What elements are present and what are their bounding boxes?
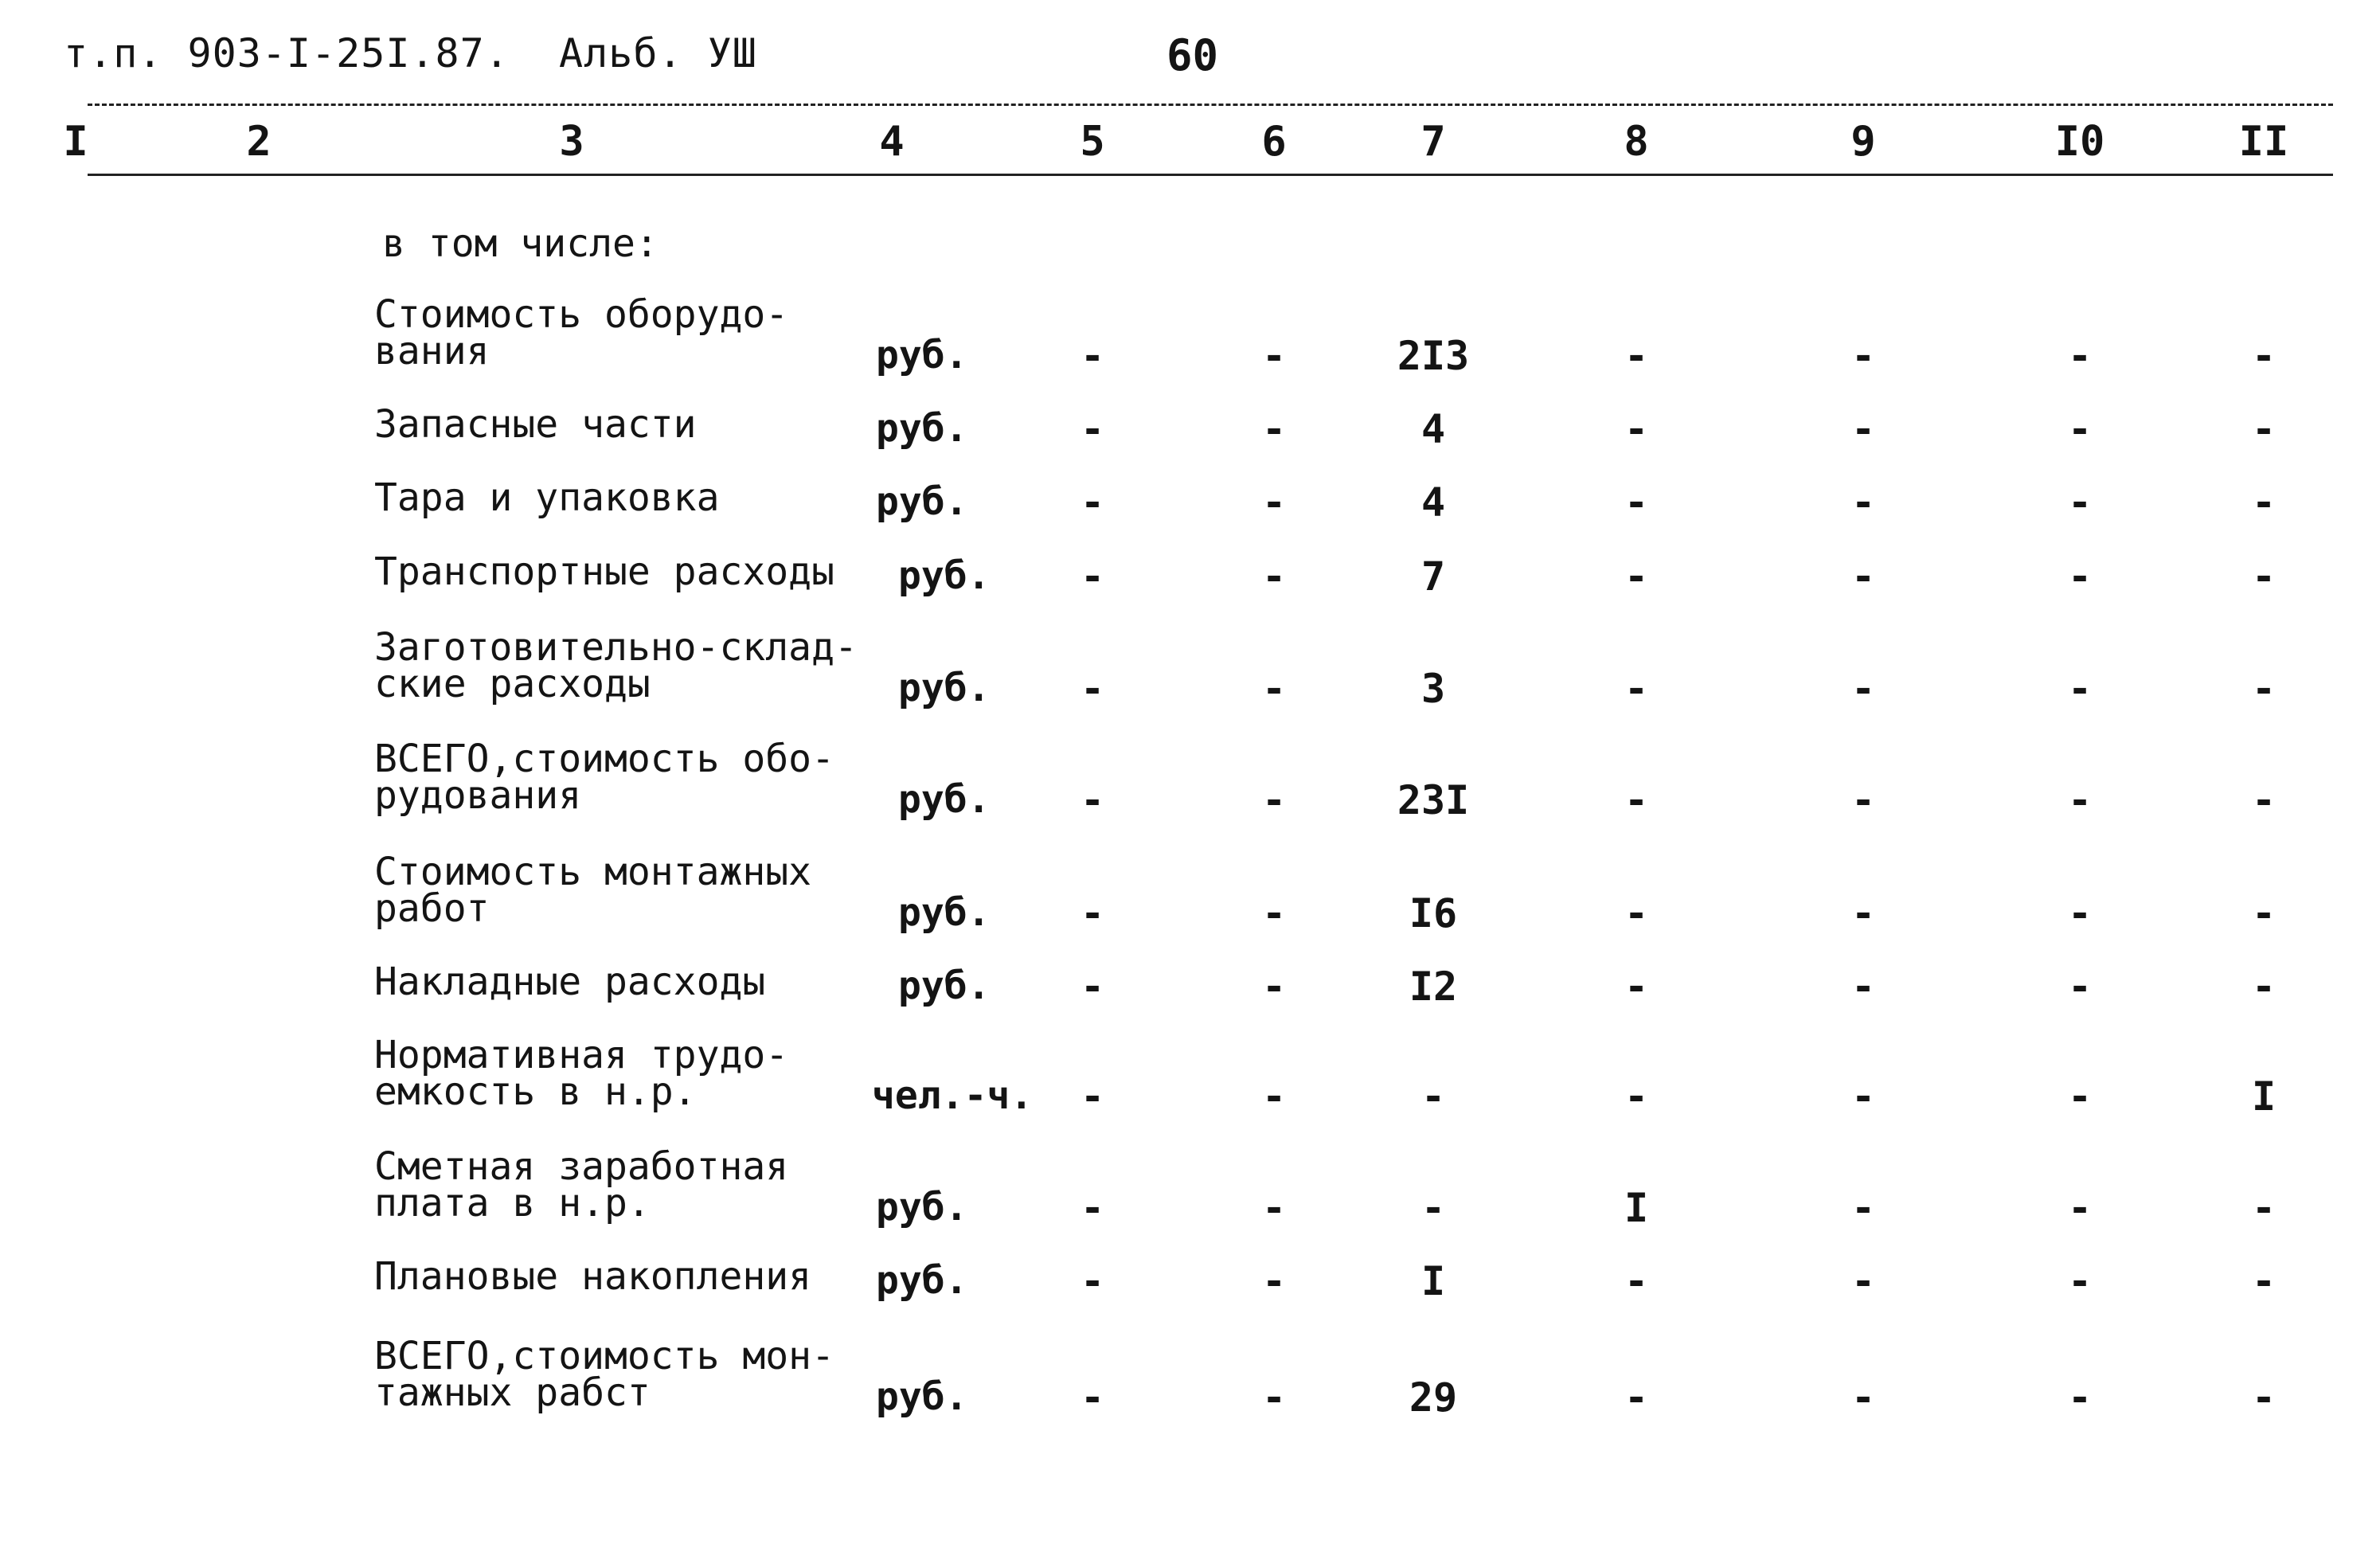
column-number-5: 5 [1080,118,1105,166]
cell-col-10: - [2067,1258,2093,1304]
row-unit: руб. [876,479,968,524]
column-number-8: 8 [1624,118,1649,166]
cell-col-9: - [1850,333,1876,379]
row-unit: руб. [876,1258,968,1303]
cell-col-11: - [2251,777,2276,823]
cell-col-10: - [2067,333,2093,379]
cell-col-8: - [1624,964,1649,1010]
cell-col-8: - [1624,666,1649,712]
row-unit: руб. [876,1374,968,1419]
cell-col-9: - [1850,1374,1876,1421]
cell-col-5: - [1080,1374,1105,1421]
cell-col-8: - [1624,890,1649,936]
cell-col-5: - [1080,666,1105,712]
cell-col-6: - [1261,1073,1287,1120]
cell-col-5: - [1080,1073,1105,1120]
row-unit: руб. [876,1185,968,1229]
cell-col-11: - [2251,406,2276,452]
cell-col-9: - [1850,553,1876,600]
cell-col-5: - [1080,333,1105,379]
cell-col-6: - [1261,777,1287,823]
column-number-11: II [2238,118,2289,166]
cell-col-10: - [2067,1073,2093,1120]
row-label: Заготовительно-склад- ские расходы [374,625,858,706]
cell-col-10: - [2067,406,2093,452]
row-unit: руб. [898,964,991,1008]
cell-col-8: - [1624,406,1649,452]
cell-col-6: - [1261,406,1287,452]
row-unit: руб. [898,890,991,935]
cell-col-11: - [2251,553,2276,600]
row-label: Тара и упаковка [374,475,720,520]
row-label: Плановые накопления [374,1254,812,1299]
cell-col-5: - [1080,1185,1105,1231]
cell-col-5: - [1080,553,1105,600]
cell-col-6: - [1261,1374,1287,1421]
cell-col-11: - [2251,1185,2276,1231]
cell-col-7: 29 [1409,1374,1458,1421]
row-unit: руб. [876,333,968,377]
cell-col-6: - [1261,479,1287,526]
cell-col-8: - [1624,777,1649,823]
cell-col-6: - [1261,553,1287,600]
cell-col-6: - [1261,964,1287,1010]
cell-col-11: - [2251,479,2276,526]
subtitle: в том числе: [382,221,659,266]
cell-col-9: - [1850,666,1876,712]
cell-col-9: - [1850,777,1876,823]
cell-col-10: - [2067,777,2093,823]
row-label: Накладные расходы [374,960,766,1004]
cell-col-11: - [2251,666,2276,712]
column-number-2: 2 [246,118,272,166]
page-number: 60 [1167,30,1219,80]
cell-col-5: - [1080,406,1105,452]
column-number-4: 4 [879,118,905,166]
row-unit: руб. [898,666,991,710]
cell-col-8: - [1624,553,1649,600]
cell-col-7: I [1421,1258,1446,1304]
cell-col-10: - [2067,479,2093,526]
cell-col-7: 2I3 [1397,333,1470,379]
cell-col-7: - [1421,1073,1446,1120]
cell-col-7: 23I [1397,777,1470,823]
row-label: Стоимость оборудо- вания [374,292,789,373]
cell-col-5: - [1080,890,1105,936]
cell-col-5: - [1080,1258,1105,1304]
cell-col-6: - [1261,1185,1287,1231]
cell-col-9: - [1850,1185,1876,1231]
cell-col-10: - [2067,1185,2093,1231]
cell-col-5: - [1080,964,1105,1010]
cell-col-11: - [2251,1374,2276,1421]
cell-col-11: - [2251,890,2276,936]
cell-col-7: 3 [1421,666,1446,712]
cell-col-10: - [2067,1374,2093,1421]
row-label: ВСЕГО,стоимость обо- рудования [374,737,834,818]
cell-col-9: - [1850,1258,1876,1304]
cell-col-8: - [1624,1258,1649,1304]
row-label: Нормативная трудо- емкость в н.р. [374,1033,789,1114]
row-label: ВСЕГО,стоимость мон- тажных рабст [374,1334,834,1415]
cell-col-8: - [1624,333,1649,379]
cell-col-11: - [2251,1258,2276,1304]
cell-col-7: 4 [1421,406,1446,452]
cell-col-10: - [2067,890,2093,936]
cell-col-6: - [1261,890,1287,936]
cell-col-7: - [1421,1185,1446,1231]
cell-col-10: - [2067,553,2093,600]
cell-col-9: - [1850,890,1876,936]
cell-col-7: I2 [1409,964,1458,1010]
column-number-1: I [63,118,88,166]
header-underline [88,174,2333,176]
cell-col-9: - [1850,1073,1876,1120]
document-header: т.п. 903-I-25I.87. Альб. УШ [64,30,757,76]
cell-col-11: - [2251,964,2276,1010]
cell-col-7: 7 [1421,553,1446,600]
cell-col-10: - [2067,964,2093,1010]
row-label: Транспортные расходы [374,549,834,594]
column-number-10: I0 [2054,118,2105,166]
cell-col-9: - [1850,964,1876,1010]
cell-col-5: - [1080,777,1105,823]
cell-col-8: - [1624,1374,1649,1421]
cell-col-9: - [1850,479,1876,526]
column-number-3: 3 [559,118,584,166]
top-rule [88,104,2333,106]
cell-col-11: - [2251,333,2276,379]
row-unit: руб. [876,406,968,451]
cell-col-6: - [1261,666,1287,712]
cell-col-6: - [1261,1258,1287,1304]
cell-col-7: I6 [1409,890,1458,936]
cell-col-9: - [1850,406,1876,452]
cell-col-10: - [2067,666,2093,712]
row-label: Запасные части [374,402,697,447]
row-unit: руб. [898,553,991,598]
cell-col-8: I [1624,1185,1649,1231]
cell-col-5: - [1080,479,1105,526]
row-label: Стоимость монтажных работ [374,850,812,931]
row-unit: руб. [898,777,991,822]
column-number-7: 7 [1421,118,1446,166]
row-label: Сметная заработная плата в н.р. [374,1144,789,1226]
column-number-9: 9 [1850,118,1876,166]
cell-col-8: - [1624,1073,1649,1120]
cell-col-7: 4 [1421,479,1446,526]
cell-col-8: - [1624,479,1649,526]
cell-col-6: - [1261,333,1287,379]
column-number-6: 6 [1261,118,1287,166]
row-unit: чел.-ч. [872,1073,1034,1118]
cell-col-11: I [2251,1073,2276,1120]
